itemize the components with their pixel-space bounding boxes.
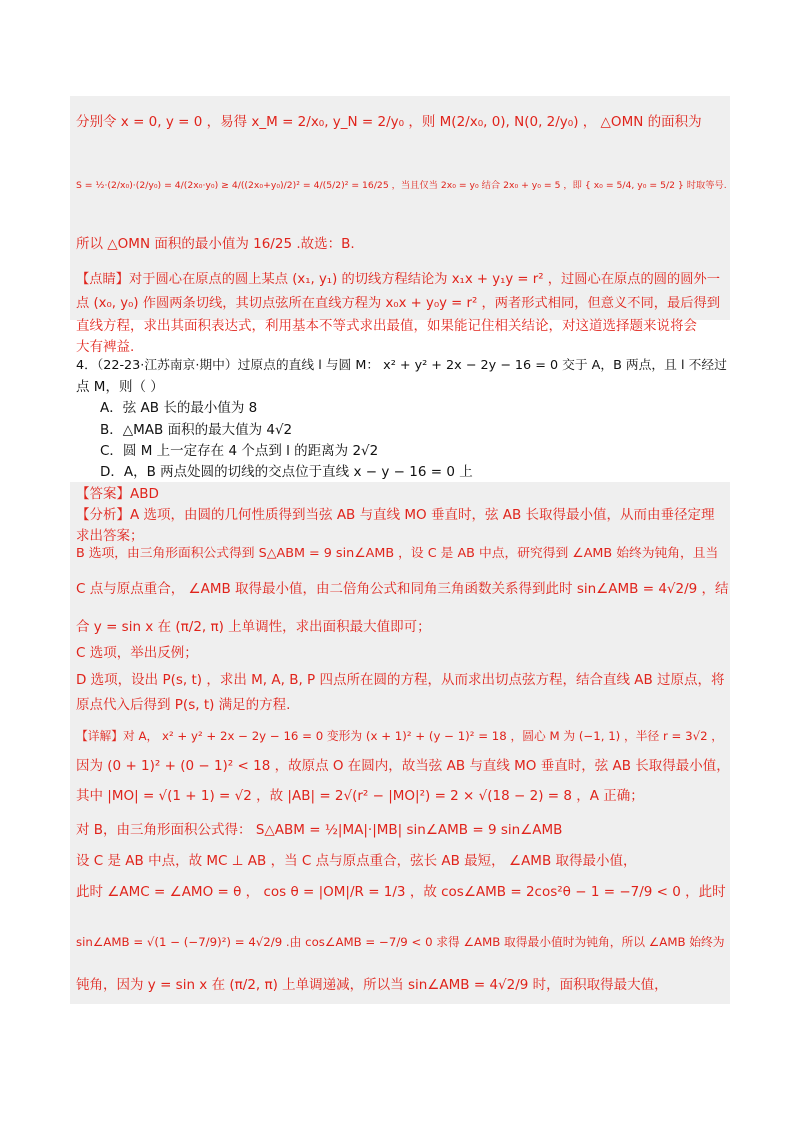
- detail-line-7: sin∠AMB = √(1 − (−7/9)²) = 4√2/9 .由 cos∠AMB = −7/9 < 0 求得 ∠AMB 取得最小值时为钝角，所以 ∠AMB 始终为: [76, 935, 725, 949]
- remark-line-3: 直线方程，求出其面积表达式，利用基本不等式求出最值，如果能记住相关结论，对这道选择题来说将会: [76, 318, 697, 334]
- remark-line-2: 点 (x₀, y₀) 作圆两条切线，其切点弦所在直线方程为 x₀x + y₀y = r² ，两者形式相同，但意义不同，最后得到: [76, 296, 720, 311]
- option-b: B．△MAB 面积的最大值为 4√2: [100, 422, 293, 438]
- analysis-line-6: C 选项，举出反例；: [76, 645, 198, 661]
- option-c: C．圆 M 上一定存在 4 个点到 l 的距离为 2√2: [100, 443, 379, 459]
- remark-line-4: 大有裨益.: [76, 339, 135, 355]
- analysis-line-5: 合 y = sin x 在 (π/2, π) 上单调性，求出面积最大值即可；: [76, 619, 431, 635]
- detail-line-8: 钝角，因为 y = sin x 在 (π/2, π) 上单调递减，所以当 sin∠AMB = 4√2/9 时，面积取得最大值，: [76, 977, 668, 993]
- answer-label: 【答案】ABD: [76, 486, 159, 502]
- analysis-line-3: B 选项，由三角形面积公式得到 S△ABM = 9 sin∠AMB ，设 C 是 AB 中点，研究得到 ∠AMB 始终为钝角，且当: [76, 546, 719, 561]
- analysis-line-2: 求出答案；: [76, 528, 144, 544]
- question-4-line-1: 4．（22-23·江苏南京·期中）过原点的直线 l 与圆 M： x² + y² + 2x − 2y − 16 = 0 交于 A，B 两点，且 l 不经过: [76, 358, 727, 373]
- remark-line-1: 【点睛】对于圆心在原点的圆上某点 (x₁, y₁) 的切线方程结论为 x₁x + y₁y = r² ，过圆心在原点的圆的圆外一: [76, 272, 720, 287]
- detail-line-5: 设 C 是 AB 中点，故 MC ⊥ AB ，当 C 点与原点重合，弦长 AB 最短， ∠AMB 取得最小值，: [76, 853, 637, 869]
- detail-line-2: 因为 (0 + 1)² + (0 − 1)² < 18 ，故原点 O 在圆内，故当弦 AB 与直线 MO 垂直时，弦 AB 长取得最小值，: [76, 758, 730, 774]
- detail-line-3: 其中 |MO| = √(1 + 1) = √2 ，故 |AB| = 2√(r² − |MO|²) = 2 × √(18 − 2) = 8 ，A 正确；: [76, 788, 644, 804]
- solution-line-1: 分别令 x = 0, y = 0 ，易得 x_M = 2/x₀, y_N = 2/y₀ ，则 M(2/x₀, 0), N(0, 2/y₀) ， △OMN 的面积为: [76, 114, 702, 130]
- solution-line-3: 所以 △OMN 面积的最小值为 16/25 .故选：B.: [76, 236, 355, 252]
- detail-line-1: 【详解】对 A， x² + y² + 2x − 2y − 16 = 0 变形为 (x + 1)² + (y − 1)² = 18 ，圆心 M 为 (−1, 1) ，半径 r = 3√2 ，: [76, 729, 724, 743]
- detail-line-4: 对 B，由三角形面积公式得： S△ABM = ½|MA|·|MB| sin∠AMB = 9 sin∠AMB: [76, 822, 563, 838]
- analysis-line-8: 原点代入后得到 P(s, t) 满足的方程.: [76, 697, 291, 713]
- analysis-line-7: D 选项，设出 P(s, t) ，求出 M, A, B, P 四点所在圆的方程，从而求出切点弦方程，结合直线 AB 过原点，将: [76, 672, 725, 688]
- solution-line-2: S = ½·(2/x₀)·(2/y₀) = 4/(2x₀·y₀) ≥ 4/((2x₀+y₀)/2)² = 4/(5/2)² = 16/25 ，当且仅当 2x₀ = y₀ 结合 2x₀ + y₀ = 5 ，即 { x₀ = 5/4, y₀ = 5/2 } 时取等号.: [76, 180, 727, 191]
- analysis-line-1: 【分析】A 选项，由圆的几何性质得到当弦 AB 与直线 MO 垂直时，弦 AB 长取得最小值，从而由垂径定理: [76, 507, 715, 523]
- option-a: A．弦 AB 长的最小值为 8: [100, 400, 258, 416]
- detail-line-6: 此时 ∠AMC = ∠AMO = θ ， cos θ = |OM|/R = 1/3 ，故 cos∠AMB = 2cos²θ − 1 = −7/9 < 0 ，此时: [76, 884, 726, 900]
- analysis-line-4: C 点与原点重合， ∠AMB 取得最小值，由二倍角公式和同角三角函数关系得到此时 sin∠AMB = 4√2/9 ，结: [76, 581, 729, 597]
- question-4-line-2: 点 M，则（ ）: [76, 379, 164, 395]
- option-d: D．A，B 两点处圆的切线的交点位于直线 x − y − 16 = 0 上: [100, 464, 473, 480]
